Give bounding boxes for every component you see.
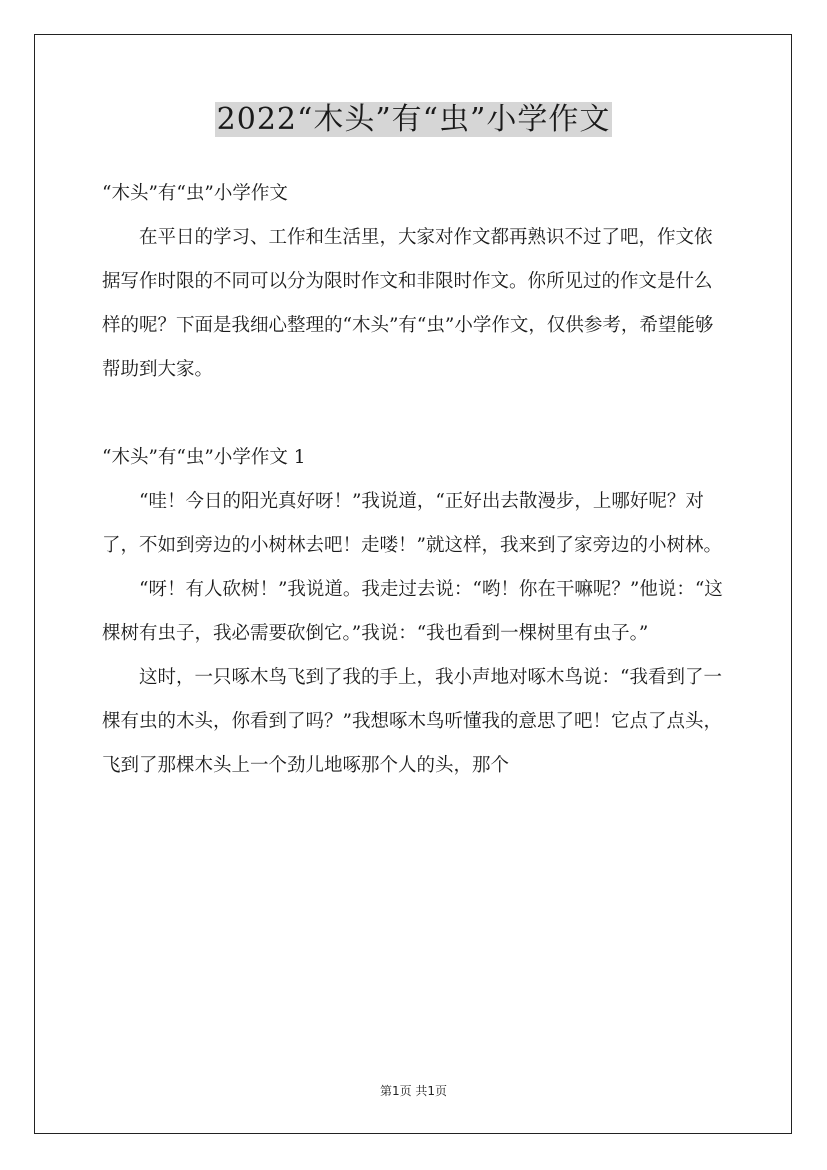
subtitle: “木头”有“虫”小学作文 [102, 183, 288, 204]
paragraph-2: “呀！有人砍树！”我说道。我走过去说：“哟！你在干嘛呢？”他说：“这棵树有虫子，我必需要砍倒它。”我说：“我也看到一棵树里有虫子。” [102, 579, 723, 644]
intro-paragraph: 在平日的学习、工作和生活里，大家对作文都再熟识不过了吧，作文依据写作时限的不同可以分为限时作文和非限时作文。你所见过的作文是什么样的呢？下面是我细心整理的“木头”有“虫”小学作文，仅供参考，希望能够帮助到大家。 [102, 227, 714, 380]
document-body [102, 172, 728, 788]
page-footer: 第1页 共1页 [379, 1084, 448, 1098]
document-title [0, 100, 827, 140]
paragraph-1: “哇！今日的阳光真好呀！”我说道，“正好出去散漫步，上哪好呢？对了，不如到旁边的小树林去吧！走喽！”就这样，我来到了家旁边的小树林。 [102, 491, 722, 556]
blank-line [102, 392, 728, 436]
document-title-text: 2022“木头”有“虫”小学作文 [216, 102, 611, 137]
paragraph-3: 这时，一只啄木鸟飞到了我的手上，我小声地对啄木鸟说：“我看到了一棵有虫的木头，你看到了吗？”我想啄木鸟听懂我的意思了吧！它点了点头，飞到了那棵木头上一个劲儿地啄那个人的头，那个 [102, 667, 722, 776]
section-title: “木头”有“虫”小学作文 1 [102, 447, 306, 468]
